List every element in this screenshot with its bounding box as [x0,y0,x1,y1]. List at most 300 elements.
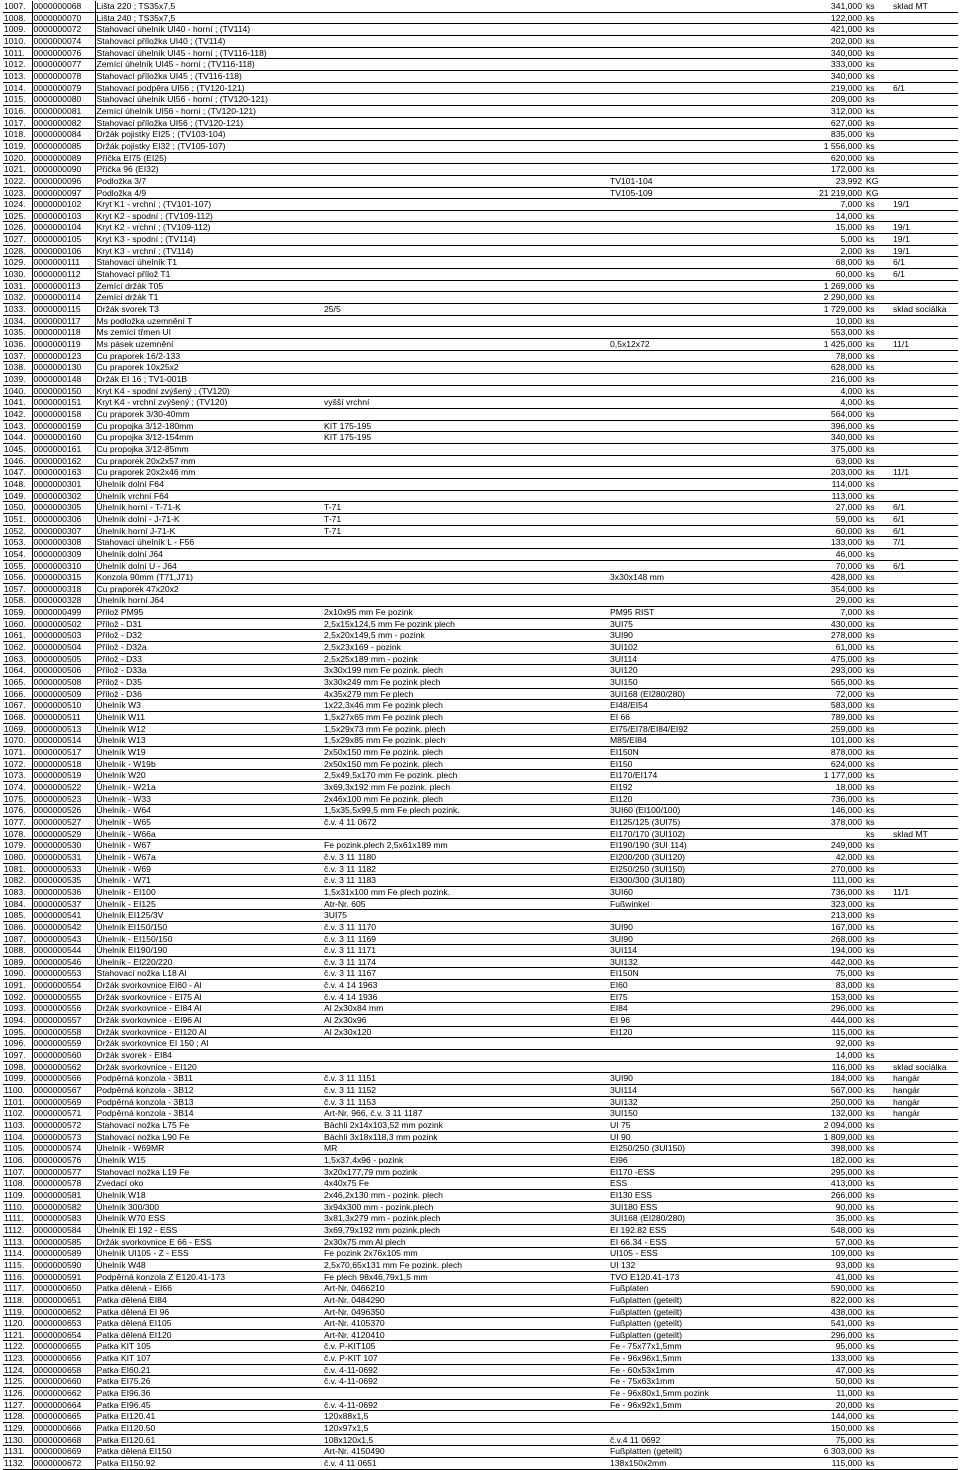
table-row [3,548,958,560]
item-note: 11/1 [890,886,958,898]
item-spec: 2x30x75 mm Al plech [323,1236,609,1248]
item-quantity: 541,000 [765,1318,865,1330]
item-quantity: 442,000 [765,956,865,968]
table-row [3,1085,958,1097]
item-note [890,618,958,630]
item-code: 0000000096 [32,175,95,187]
item-code: 0000000115 [32,304,95,316]
item-unit: ks [865,280,890,292]
item-unit: ks [865,735,890,747]
row-number: 1098. [3,1061,32,1073]
item-reference: 3UI90 [609,921,765,933]
item-unit: ks [865,816,890,828]
item-quantity: 75,000 [765,968,865,980]
table-row [3,269,958,281]
item-reference: Fußplatten (geteilt) [609,1294,765,1306]
item-reference [609,443,765,455]
row-number: 1108. [3,1178,32,1190]
table-row [3,1073,958,1085]
item-name: Držák svorkovnice - EI96 Al [95,1015,323,1027]
row-number: 1038. [3,362,32,374]
item-spec: Art-Nr. 4150490 [323,1446,609,1458]
item-note [890,921,958,933]
item-note [890,1376,958,1388]
item-unit: KG [865,175,890,187]
row-number: 1067. [3,700,32,712]
table-row [3,432,958,444]
row-number: 1043. [3,420,32,432]
item-spec: Art-Nr. 0484290 [323,1294,609,1306]
item-name: Držák svorkovnice - EI120 [95,1061,323,1073]
item-unit: ks [865,105,890,117]
item-name: Držák svorkovnice E 66 - ESS [95,1236,323,1248]
item-note [890,1131,958,1143]
item-quantity: 628,000 [765,362,865,374]
item-quantity: 736,000 [765,793,865,805]
item-unit: ks [865,362,890,374]
item-spec [323,595,609,607]
item-quantity: 789,000 [765,712,865,724]
item-unit: ks [865,408,890,420]
item-unit: ks [865,397,890,409]
item-code: 0000000560 [32,1050,95,1062]
item-note [890,35,958,47]
item-code: 0000000089 [32,152,95,164]
item-spec [323,374,609,386]
table-row [3,1376,958,1388]
table-row [3,1224,958,1236]
item-spec: č.v. 4 11 0672 [323,816,609,828]
item-reference [609,910,765,922]
item-spec: č.v. 3 11 1183 [323,875,609,887]
item-note [890,12,958,24]
item-note [890,408,958,420]
item-quantity: 822,000 [765,1294,865,1306]
row-number: 1037. [3,350,32,362]
item-unit: ks [865,1341,890,1353]
item-code: 0000000590 [32,1259,95,1271]
item-code: 0000000514 [32,735,95,747]
table-row [3,758,958,770]
item-quantity: 444,000 [765,1015,865,1027]
item-reference: 3UI132 [609,956,765,968]
item-spec [323,12,609,24]
item-note [890,1434,958,1446]
item-name: Úhelník - W69MR [95,1143,323,1155]
item-quantity: 46,000 [765,548,865,560]
item-unit: ks [865,851,890,863]
item-note [890,1318,958,1330]
item-spec: 2,5x49,5x170 mm Fe pozink. plech [323,770,609,782]
table-row [3,339,958,351]
item-name: Stahovací podpěra UI56 ; (TV120-121) [95,82,323,94]
item-reference [609,595,765,607]
item-note: hangár [890,1073,958,1085]
item-unit: ks [865,747,890,759]
item-unit: ks [865,420,890,432]
item-spec [323,467,609,479]
item-code: 0000000308 [32,537,95,549]
item-note [890,164,958,176]
item-spec [323,164,609,176]
item-note [890,117,958,129]
item-code: 0000000159 [32,420,95,432]
item-spec [323,1,609,12]
row-number: 1076. [3,805,32,817]
table-row [3,1388,958,1400]
row-number: 1029. [3,257,32,269]
item-code: 0000000305 [32,502,95,514]
row-number: 1118. [3,1294,32,1306]
item-note [890,1458,958,1470]
row-number: 1116. [3,1271,32,1283]
item-reference: EI 192.82 ESS [609,1224,765,1236]
item-spec: Al 2x30x120 [323,1026,609,1038]
item-spec: T-71 [323,502,609,514]
item-reference: 3UI114 [609,945,765,957]
item-name: Úhelník W12 [95,723,323,735]
item-reference: EI60 [609,980,765,992]
row-number: 1030. [3,269,32,281]
item-unit: ks [865,455,890,467]
item-code: 0000000576 [32,1154,95,1166]
item-code: 0000000533 [32,863,95,875]
item-note: sklad MT [890,828,958,840]
item-name: Zemící držák T1 [95,292,323,304]
item-code: 0000000650 [32,1283,95,1295]
item-spec: Al 2x30x96 [323,1015,609,1027]
table-row [3,1411,958,1423]
item-note [890,1038,958,1050]
item-quantity: 396,000 [765,420,865,432]
item-note [890,152,958,164]
item-unit: ks [865,1224,890,1236]
item-name: Úhelník - W21a [95,781,323,793]
item-reference [609,280,765,292]
item-reference [609,129,765,141]
item-name: Držák pojistky EI32 ; (TV105-107) [95,140,323,152]
row-number: 1127. [3,1399,32,1411]
item-name: Úhelník horní - T-71-K [95,502,323,514]
item-quantity: 122,000 [765,12,865,24]
item-reference: 3UI102 [609,642,765,654]
item-spec: Art-Nr. 4105370 [323,1318,609,1330]
item-reference [609,548,765,560]
item-note [890,688,958,700]
item-code: 0000000585 [32,1236,95,1248]
item-code: 0000000310 [32,560,95,572]
item-reference [609,315,765,327]
item-quantity: 21 219,000 [765,187,865,199]
item-name: Úhelník UI105 - Z - ESS [95,1248,323,1260]
item-quantity: 1 729,000 [765,304,865,316]
row-number: 1027. [3,234,32,246]
item-code: 0000000556 [32,1003,95,1015]
item-quantity: 7,000 [765,199,865,211]
table-row [3,1178,958,1190]
item-unit: ks [865,537,890,549]
item-note [890,432,958,444]
item-quantity: 72,000 [765,688,865,700]
item-spec: 108x120x1,5 [323,1434,609,1446]
table-row [3,1096,958,1108]
item-reference [609,502,765,514]
row-number: 1115. [3,1259,32,1271]
item-code: 0000000655 [32,1341,95,1353]
item-reference: 3UI180 ESS [609,1201,765,1213]
table-row [3,1341,958,1353]
item-quantity: 216,000 [765,374,865,386]
item-reference: 3UI114 [609,653,765,665]
item-unit: ks [865,607,890,619]
item-reference [609,222,765,234]
item-spec: MR [323,1143,609,1155]
item-name: Úhelník W15 [95,1154,323,1166]
row-number: 1047. [3,467,32,479]
row-number: 1021. [3,164,32,176]
item-code: 0000000068 [32,1,95,12]
item-spec: 1,5x29x85 mm Fe pozink. plech [323,735,609,747]
item-code: 0000000535 [32,875,95,887]
item-code: 0000000583 [32,1213,95,1225]
item-name: Stahovací příložka UI45 ; (TV116-118) [95,70,323,82]
table-row [3,642,958,654]
item-reference: 3UI132 [609,1096,765,1108]
item-quantity: 1 809,000 [765,1131,865,1143]
item-name: Úhelník dolní U - J64 [95,560,323,572]
item-name: Patka EI120.41 [95,1411,323,1423]
item-note [890,350,958,362]
item-reference: PM95 RIST [609,607,765,619]
row-number: 1073. [3,770,32,782]
item-reference [609,304,765,316]
item-quantity: 398,000 [765,1143,865,1155]
item-name: Kryt K1 - vrchní ; (TV101-107) [95,199,323,211]
item-reference: 3UI60 (EI100/100) [609,805,765,817]
item-name: Úhelník W48 [95,1259,323,1271]
item-quantity: 60,000 [765,269,865,281]
item-spec: č.v. P-KIT 107 [323,1353,609,1365]
table-row [3,1050,958,1062]
item-unit: ks [865,1096,890,1108]
item-reference: EI150 [609,758,765,770]
item-code: 0000000151 [32,397,95,409]
item-name: Cu praporek 20x2x57 mm [95,455,323,467]
row-number: 1124. [3,1364,32,1376]
item-quantity: 627,000 [765,117,865,129]
item-reference: EI150N [609,968,765,980]
item-note [890,1423,958,1435]
item-code: 0000000103 [32,210,95,222]
item-code: 0000000082 [32,117,95,129]
item-unit: ks [865,199,890,211]
item-code: 0000000653 [32,1318,95,1330]
item-quantity: 553,000 [765,327,865,339]
item-code: 0000000502 [32,618,95,630]
item-note [890,140,958,152]
item-unit: ks [865,793,890,805]
item-code: 0000000080 [32,94,95,106]
item-quantity: 2,000 [765,245,865,257]
item-code: 0000000526 [32,805,95,817]
item-code: 0000000554 [32,980,95,992]
item-spec: 3x69,3x192 mm Fe pozink. plech [323,781,609,793]
item-quantity: 27,000 [765,502,865,514]
item-unit: ks [865,70,890,82]
item-note: 11/1 [890,339,958,351]
table-row [3,991,958,1003]
item-spec [323,1038,609,1050]
item-quantity: 438,000 [765,1306,865,1318]
item-code: 0000000315 [32,572,95,584]
item-name: Úhelník dolní - J-71-K [95,513,323,525]
item-spec [323,1050,609,1062]
item-spec: 120x88x1,5 [323,1411,609,1423]
row-number: 1086. [3,921,32,933]
item-quantity: 111,000 [765,875,865,887]
item-spec [323,82,609,94]
item-unit: ks [865,1353,890,1365]
row-number: 1087. [3,933,32,945]
item-quantity: 340,000 [765,47,865,59]
item-reference: EI 66 [609,712,765,724]
item-note [890,397,958,409]
table-row [3,1154,958,1166]
item-code: 0000000510 [32,700,95,712]
item-name: Kryt K3 - vrchní ; (TV114) [95,245,323,257]
item-spec [323,140,609,152]
item-quantity: 259,000 [765,723,865,735]
row-number: 1131. [3,1446,32,1458]
item-unit: ks [865,350,890,362]
table-row [3,781,958,793]
item-quantity: 6 303,000 [765,1446,865,1458]
item-quantity: 375,000 [765,443,865,455]
item-reference: EI84 [609,1003,765,1015]
item-quantity: 270,000 [765,863,865,875]
item-note [890,385,958,397]
item-spec: Atr-Nr. 605 [323,898,609,910]
item-spec [323,560,609,572]
item-unit: ks [865,292,890,304]
row-number: 1036. [3,339,32,351]
item-note [890,1178,958,1190]
row-number: 1023. [3,187,32,199]
item-code: 0000000506 [32,665,95,677]
row-number: 1117. [3,1283,32,1295]
item-quantity: 1 556,000 [765,140,865,152]
item-quantity: 90,000 [765,1201,865,1213]
item-unit: ks [865,712,890,724]
item-spec: č.v. 3 11 1182 [323,863,609,875]
item-spec: KIT 175-195 [323,432,609,444]
item-spec [323,222,609,234]
item-note: 6/1 [890,269,958,281]
item-reference: Fe - 96x80x1,5mm pozink [609,1388,765,1400]
item-name: Cu praporek 10x25x2 [95,362,323,374]
item-reference [609,1411,765,1423]
item-note [890,1143,958,1155]
item-quantity: 133,000 [765,1353,865,1365]
table-row [3,105,958,117]
table-row [3,304,958,316]
item-name: Přílož PM95 [95,607,323,619]
row-number: 1088. [3,945,32,957]
item-reference: Fußplatten (geteilt) [609,1446,765,1458]
item-note [890,1003,958,1015]
row-number: 1101. [3,1096,32,1108]
item-note: sklad sociálka [890,1061,958,1073]
item-name: Přílož - D36 [95,688,323,700]
item-unit: ks [865,12,890,24]
row-number: 1078. [3,828,32,840]
item-quantity: 413,000 [765,1178,865,1190]
item-quantity: 430,000 [765,618,865,630]
inventory-table [3,1,958,1470]
item-reference: EI250/250 (3UI150) [609,1143,765,1155]
item-reference: 3UI60 [609,886,765,898]
item-unit: ks [865,467,890,479]
item-note [890,129,958,141]
item-spec [323,490,609,502]
item-note [890,420,958,432]
item-code: 0000000513 [32,723,95,735]
row-number: 1072. [3,758,32,770]
item-note [890,851,958,863]
item-spec: 3x81,3x279 mm - pozink.plech [323,1213,609,1225]
item-unit: ks [865,875,890,887]
item-note: 6/1 [890,525,958,537]
item-note [890,910,958,922]
row-number: 1062. [3,642,32,654]
table-row [3,712,958,724]
table-row [3,1120,958,1132]
item-quantity: 18,000 [765,781,865,793]
item-name: Konzola 90mm (T71,J71) [95,572,323,584]
item-unit: ks [865,1085,890,1097]
table-row [3,24,958,36]
item-code: 0000000078 [32,70,95,82]
item-quantity: 4,000 [765,385,865,397]
row-number: 1070. [3,735,32,747]
item-quantity: 63,000 [765,455,865,467]
item-reference: 3UI168 (EI280/280) [609,688,765,700]
item-name: Stahovací úhelník UI45 - horní ; (TV116-118) [95,47,323,59]
item-reference [609,24,765,36]
table-row [3,513,958,525]
item-spec [323,94,609,106]
item-name: Úhelník - W71 [95,875,323,887]
item-code: 0000000522 [32,781,95,793]
item-reference: Fe - 75x63x1mm [609,1376,765,1388]
item-name: Patka dělená EI150 [95,1446,323,1458]
item-reference [609,513,765,525]
table-row [3,1189,958,1201]
item-code: 0000000537 [32,898,95,910]
item-note: sklad sociálka [890,304,958,316]
item-spec [323,327,609,339]
item-note [890,898,958,910]
item-note [890,1154,958,1166]
item-name: Zemící úhelník UI45 - horní ; (TV116-118) [95,59,323,71]
item-name: Stahovací příložka UI40 ; (TV114) [95,35,323,47]
item-quantity: 1 177,000 [765,770,865,782]
row-number: 1051. [3,513,32,525]
item-quantity: 378,000 [765,816,865,828]
item-unit: ks [865,933,890,945]
item-name: Držák pojistky EI25 ; (TV103-104) [95,129,323,141]
item-name: Podpěrná konzola - 3B13 [95,1096,323,1108]
